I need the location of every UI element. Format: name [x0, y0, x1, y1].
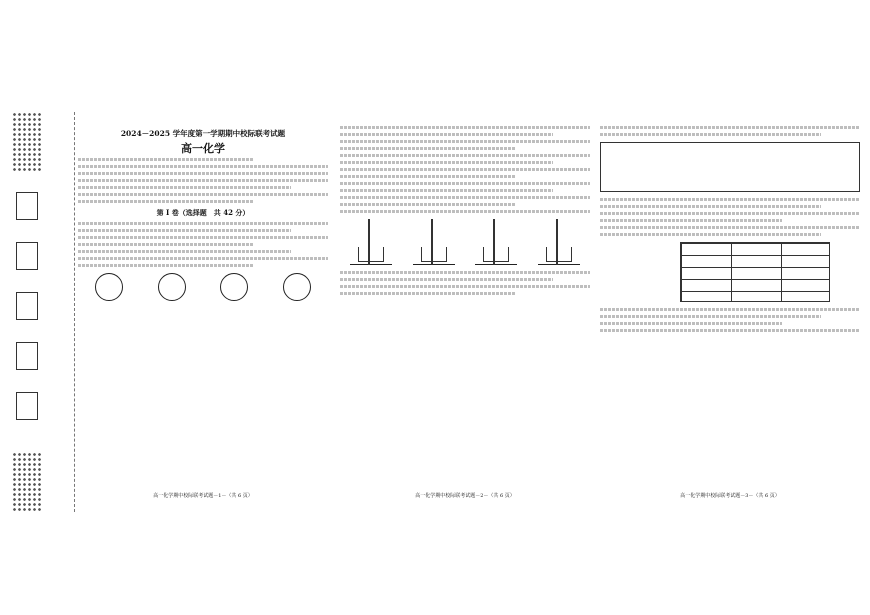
figure-box — [600, 142, 860, 192]
text-line — [340, 292, 515, 295]
lab-apparatus-icon — [538, 219, 580, 265]
text-line — [78, 193, 328, 196]
text-line — [600, 219, 782, 222]
lab-apparatus-icon — [475, 219, 517, 265]
text-line — [340, 147, 515, 150]
text-line — [340, 271, 590, 274]
text-line — [340, 189, 553, 192]
text-line — [340, 196, 590, 199]
text-line — [340, 210, 590, 213]
text-line — [78, 179, 328, 182]
hazard-symbol-icon — [220, 273, 248, 301]
binding-strip — [12, 112, 72, 512]
text-line — [340, 161, 553, 164]
hazard-symbol-icon — [283, 273, 311, 301]
figure-row — [78, 273, 328, 301]
page-footer: 高一化学期中校际联考试题－2－（共 6 页） — [415, 493, 515, 499]
section-heading: 第 Ⅰ 卷（选择题 共 42 分） — [156, 208, 250, 217]
lab-apparatus-icon — [413, 219, 455, 265]
text-line — [600, 133, 821, 136]
text-line — [78, 229, 291, 232]
text-line — [600, 226, 860, 229]
hazard-symbol-icon — [95, 273, 123, 301]
page-1 — [78, 122, 328, 502]
text-line — [78, 257, 328, 260]
text-line — [340, 168, 590, 171]
text-line — [600, 322, 782, 325]
text-line — [600, 205, 821, 208]
exam-subject: 高一化学 — [181, 142, 225, 155]
binding-box — [16, 242, 38, 270]
text-line — [600, 315, 821, 318]
text-line — [78, 172, 328, 175]
exam-title: 2024－2025 学年度第一学期期中校际联考试题 — [120, 129, 286, 138]
text-line — [340, 175, 515, 178]
text-line — [340, 126, 590, 129]
binding-box — [16, 192, 38, 220]
binding-box — [16, 392, 38, 420]
page-3 — [600, 122, 860, 502]
text-line — [340, 285, 590, 288]
text-line — [600, 308, 860, 311]
text-line — [340, 140, 590, 143]
text-line — [340, 133, 553, 136]
page-footer: 高一化学期中校际联考试题－1－（共 6 页） — [153, 493, 253, 499]
text-line — [78, 200, 253, 203]
text-line — [600, 212, 860, 215]
text-line — [78, 222, 328, 225]
data-table — [680, 242, 830, 302]
text-line — [340, 182, 590, 185]
figure-row — [340, 219, 590, 265]
text-line — [78, 186, 291, 189]
text-line — [600, 126, 860, 129]
binding-box — [16, 342, 38, 370]
page-footer: 高一化学期中校际联考试题－3－（共 6 页） — [680, 493, 780, 499]
text-line — [78, 243, 253, 246]
exam-sheet — [0, 92, 870, 522]
text-line — [340, 154, 590, 157]
text-line — [78, 250, 291, 253]
text-line — [78, 158, 253, 161]
answer-dot-grid — [12, 452, 42, 512]
text-line — [78, 236, 328, 239]
text-line — [78, 165, 328, 168]
text-line — [78, 264, 253, 267]
text-line — [340, 203, 515, 206]
text-line — [340, 278, 553, 281]
text-line — [600, 233, 821, 236]
lab-apparatus-icon — [350, 219, 392, 265]
cut-line — [74, 112, 75, 512]
answer-dot-grid — [12, 112, 42, 172]
hazard-symbol-icon — [158, 273, 186, 301]
text-line — [600, 198, 860, 201]
page-2 — [340, 122, 590, 502]
text-line — [600, 329, 860, 332]
binding-box — [16, 292, 38, 320]
